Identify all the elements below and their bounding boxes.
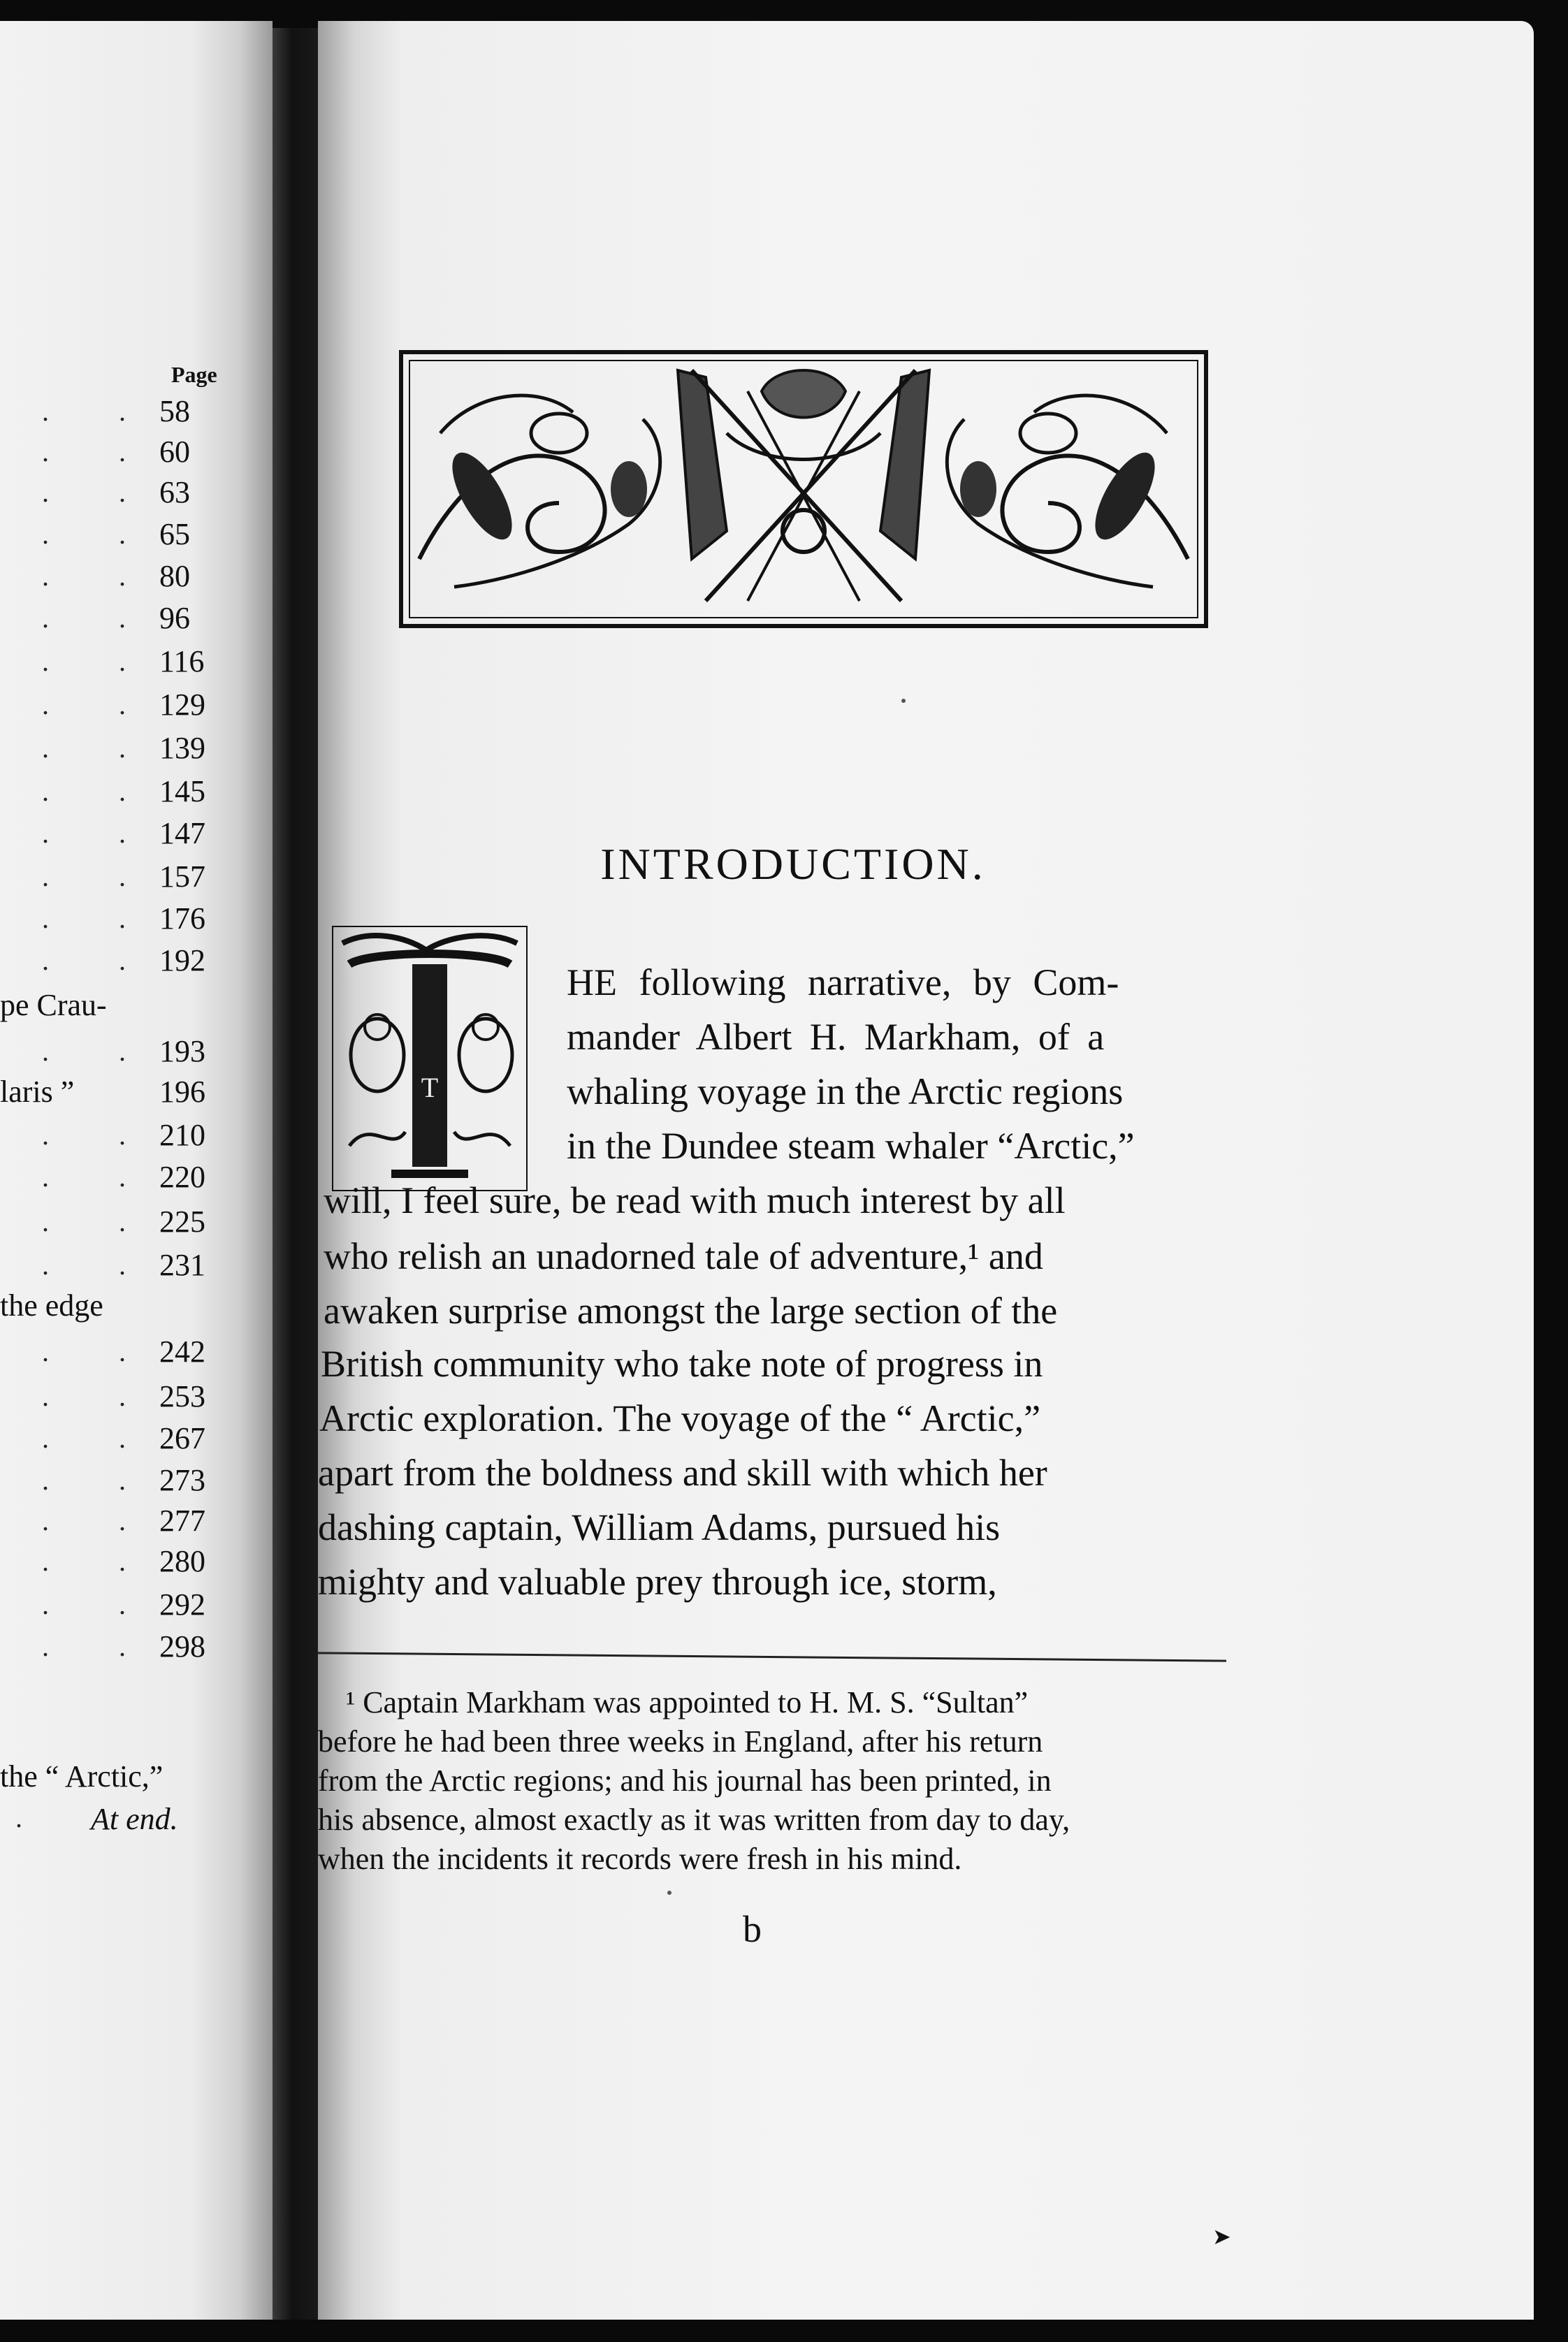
toc-page-number: 277 [159, 1504, 205, 1538]
toc-page-number: 80 [159, 559, 190, 593]
toc-fragment: the edge [0, 1288, 103, 1323]
toc-row: . . 231 [0, 1245, 224, 1286]
body-line: in the Dundee steam whaler “Arctic,” [567, 1125, 1135, 1167]
toc-row: . . 80 [0, 556, 224, 597]
toc-row: . . 176 [0, 899, 224, 939]
toc-page-number: 267 [159, 1421, 205, 1455]
toc-fragment: pe Crau- [0, 988, 107, 1022]
toc-page-number: 96 [159, 601, 190, 635]
left-page [0, 21, 273, 2320]
footnote-line: when the incidents it records were fresh in his mind. [318, 1842, 962, 1876]
toc-row: . . 60 [0, 432, 224, 472]
footnote-line: from the Arctic regions; and his journal has been printed, in [318, 1763, 1052, 1798]
footnote-rule [318, 1652, 1226, 1661]
toc-row: . . 210 [0, 1115, 224, 1156]
toc-row: . . 298 [0, 1627, 224, 1667]
toc-row: . . 192 [0, 940, 224, 981]
toc-row: . . 63 [0, 472, 224, 513]
body-line: British community who take note of progress in [321, 1343, 1043, 1385]
body-line: Arctic exploration. The voyage of the “ Arctic,” [319, 1397, 1041, 1439]
toc-page-number: 58 [159, 394, 190, 428]
toc-page-number: 196 [159, 1075, 205, 1109]
toc-page-number: 225 [159, 1205, 205, 1239]
illuminated-initial-t [328, 922, 531, 1195]
toc-page-number: 253 [159, 1379, 205, 1413]
toc-row: . . 65 [0, 514, 224, 555]
toc-page-number: 145 [159, 774, 205, 808]
toc-row: . . 277 [0, 1501, 224, 1541]
toc-page-number: 139 [159, 731, 205, 765]
toc-page-number: 129 [159, 688, 205, 722]
book-gutter [273, 28, 321, 2320]
body-line: apart from the boldness and skill with which her [318, 1452, 1047, 1494]
toc-page-number: 63 [159, 475, 190, 509]
toc-row: . . 280 [0, 1541, 224, 1582]
ink-speck [901, 699, 906, 703]
toc-row: . . 220 [0, 1157, 224, 1198]
body-line: HE following narrative, by Com- [567, 961, 1119, 1003]
toc-row: . . 96 [0, 598, 224, 639]
toc-page-number: 280 [159, 1544, 205, 1578]
toc-row: . . 225 [0, 1202, 224, 1242]
toc-row: . . 193 [0, 1031, 224, 1072]
toc-row: . . 147 [0, 813, 224, 854]
footnote-line: ¹ Captain Markham was appointed to H. M. S. “Sultan” [346, 1685, 1029, 1719]
body-line: dashing captain, William Adams, pursued his [318, 1506, 1001, 1548]
toc-page-number: 192 [159, 943, 205, 977]
toc-page-number: 60 [159, 435, 190, 469]
toc-row: . . 116 [0, 641, 224, 682]
toc-page-number: 210 [159, 1118, 205, 1152]
toc-page-number: 242 [159, 1334, 205, 1369]
toc-page-number: 65 [159, 517, 190, 551]
footnote-line: before he had been three weeks in England, after his return [318, 1724, 1043, 1759]
toc-fragment: laris ” [0, 1075, 75, 1109]
toc-page-number: 157 [159, 859, 205, 894]
footnote-line: his absence, almost exactly as it was written from day to day, [318, 1803, 1070, 1837]
ornamental-headpiece [398, 349, 1209, 629]
toc-page-number: 116 [159, 644, 205, 678]
body-line: mander Albert H. Markham, of a [567, 1016, 1105, 1058]
toc-page-number: 231 [159, 1248, 205, 1282]
ink-speck [667, 1891, 672, 1895]
toc-page-number: 220 [159, 1160, 205, 1194]
toc-row: . . 253 [0, 1376, 224, 1417]
toc-page-number: 298 [159, 1629, 205, 1664]
toc-row: . . 145 [0, 771, 224, 812]
toc-page-number: 193 [159, 1034, 205, 1068]
toc-row: . . 129 [0, 685, 224, 725]
toc-page-number: 176 [159, 901, 205, 936]
body-line: will, I feel sure, be read with much interest by all [324, 1179, 1066, 1221]
toc-row: . . 58 [0, 391, 224, 432]
toc-row: . . 139 [0, 728, 224, 769]
drop-cap-letter: T [421, 1072, 439, 1103]
toc-row: . . 292 [0, 1585, 224, 1625]
toc-fragment: At end. [91, 1802, 178, 1836]
toc-page-number: 292 [159, 1587, 205, 1622]
toc-row: . . 157 [0, 857, 224, 897]
page-title: INTRODUCTION. [600, 839, 986, 889]
toc-fragment: the “ Arctic,” [0, 1759, 164, 1794]
toc-page-header: Page [171, 362, 217, 387]
toc-page-number: 147 [159, 816, 205, 850]
right-page [318, 21, 1534, 2320]
ink-mark: ➤ [1212, 2224, 1231, 2249]
body-line: who relish an unadorned tale of adventure,¹ and [324, 1235, 1043, 1277]
toc-row [0, 1072, 224, 1112]
body-line: whaling voyage in the Arctic regions [567, 1070, 1124, 1112]
toc-row: . . 242 [0, 1332, 224, 1372]
toc-row: . . 267 [0, 1418, 224, 1459]
toc-row: . . 273 [0, 1460, 224, 1501]
body-line: awaken surprise amongst the large section of the [324, 1290, 1058, 1332]
toc-leader-dot: . [15, 1802, 22, 1833]
toc-page-number: 273 [159, 1463, 205, 1497]
body-line: mighty and valuable prey through ice, storm, [318, 1561, 997, 1603]
signature-mark: b [743, 1908, 762, 1950]
